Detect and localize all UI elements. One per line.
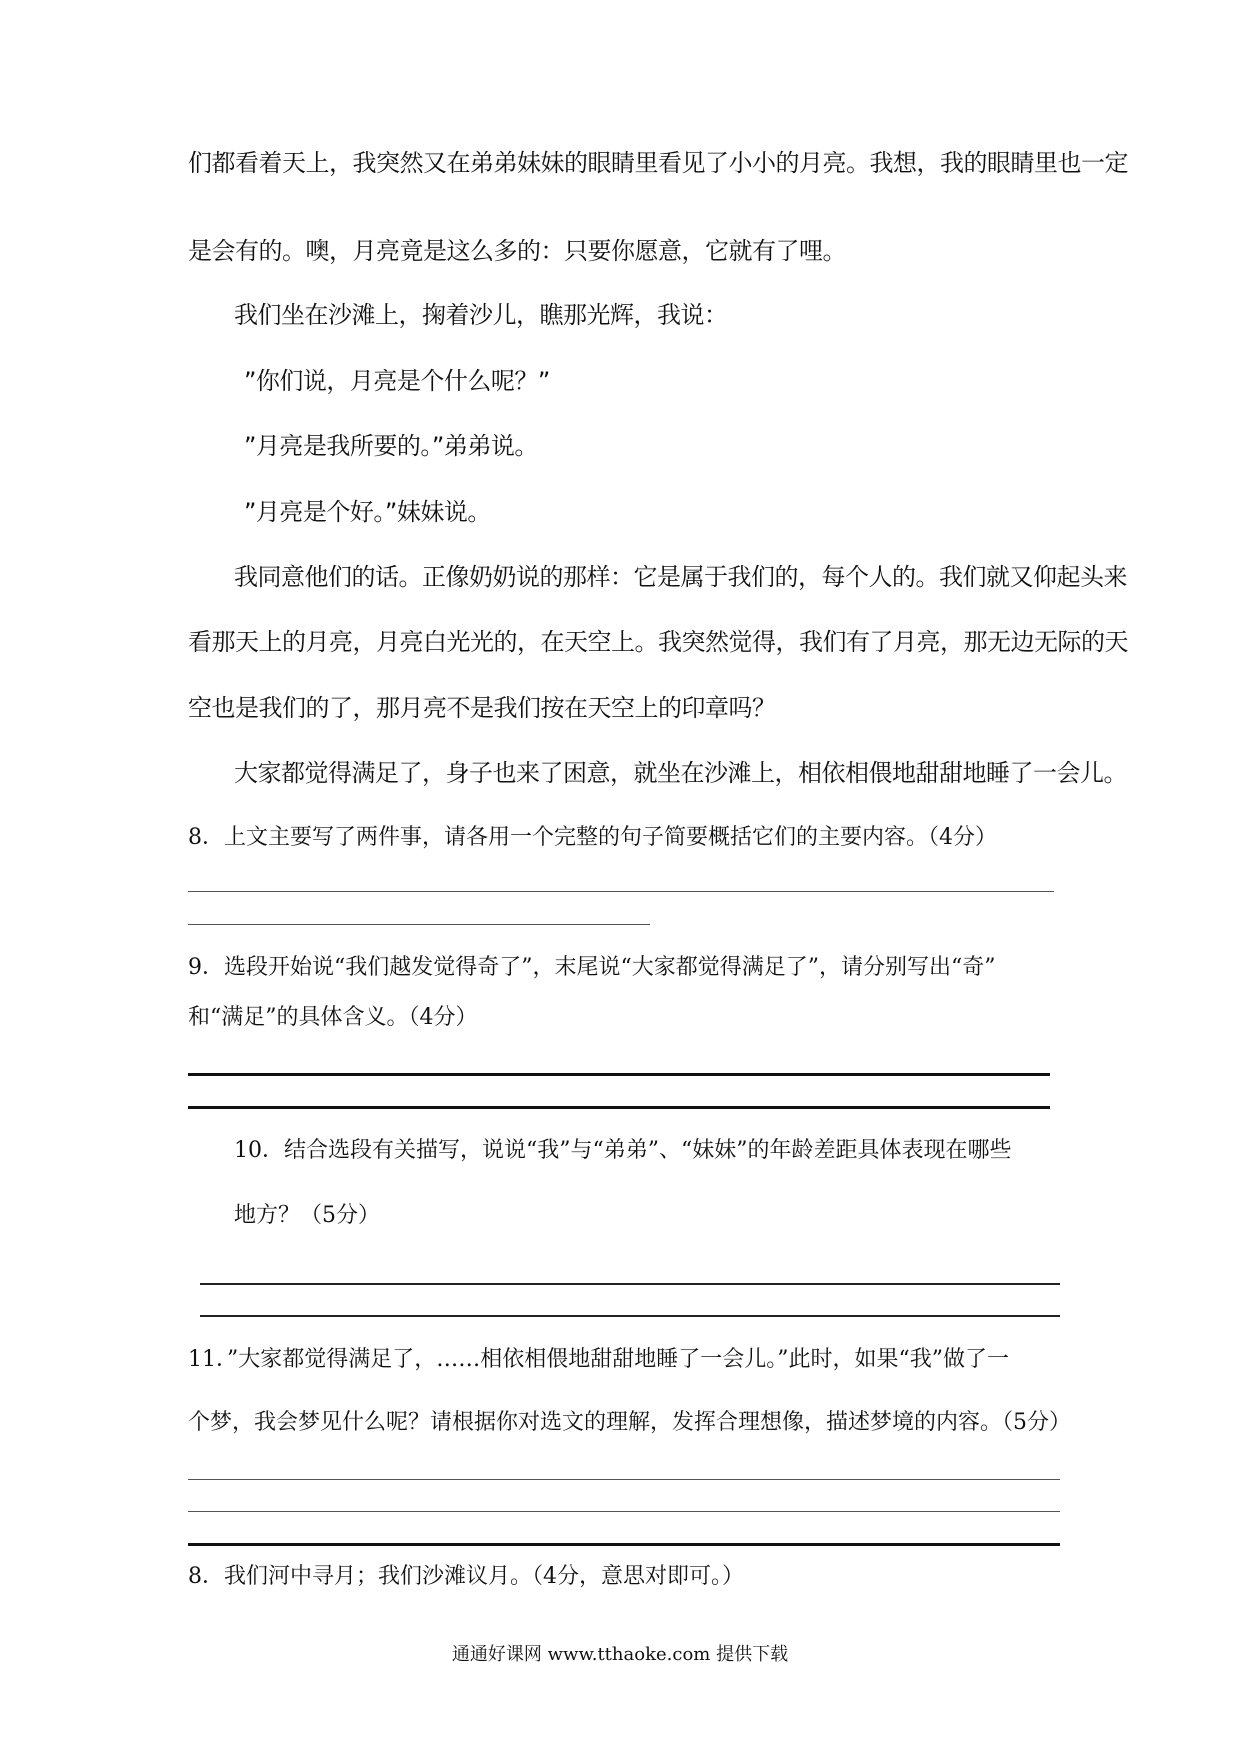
answer-line bbox=[188, 1543, 1060, 1546]
dialogue-line: ”月亮是我所要的。”弟弟说。 bbox=[244, 432, 538, 460]
passage-line: 们都看着天上，我突然又在弟弟妹妹的眼睛里看见了小小的月亮。我想，我的眼睛里也一定 bbox=[188, 149, 1128, 177]
answer-line bbox=[188, 1106, 1050, 1109]
question-10-cont: 地方？（5分） bbox=[234, 1203, 380, 1228]
question-9-cont: 和“满足”的具体含义。（4分） bbox=[188, 1005, 478, 1030]
passage-line: 是会有的。噢，月亮竟是这么多的：只要你愿意，它就有了哩。 bbox=[188, 237, 846, 265]
question-10: 10．结合选段有关描写，说说“我”与“弟弟”、“妹妹”的年龄差距具体表现在哪些 bbox=[234, 1138, 1012, 1163]
passage-line: 空也是我们的了，那月亮不是我们按在天空上的印章吗？ bbox=[188, 694, 776, 722]
passage-line: 大家都觉得满足了，身子也来了困意，就坐在沙滩上，相依相偎地甜甜地睡了一会儿。 bbox=[234, 759, 1127, 787]
dialogue-line: ”月亮是个好。”妹妹说。 bbox=[244, 498, 491, 526]
question-8: 8．上文主要写了两件事，请各用一个完整的句子简要概括它们的主要内容。（4分） bbox=[188, 825, 997, 850]
passage-line: 看那天上的月亮，月亮白光光的，在天空上。我突然觉得，我们有了月亮，那无边无际的天 bbox=[188, 628, 1128, 656]
answer-line bbox=[188, 1073, 1050, 1076]
question-9: 9．选段开始说“我们越发觉得奇了”，末尾说“大家都觉得满足了”，请分别写出“奇” bbox=[188, 955, 996, 980]
question-11-cont: 个梦，我会梦见什么呢？请根据你对选文的理解，发挥合理想像，描述梦境的内容。（5分） bbox=[188, 1410, 1072, 1435]
passage-line: 我们坐在沙滩上，掬着沙儿，瞧那光辉，我说： bbox=[234, 301, 728, 329]
answer-line bbox=[200, 1283, 1060, 1285]
passage-line: 我同意他们的话。正像奶奶说的那样：它是属于我们的，每个人的。我们就又仰起头来 bbox=[234, 563, 1127, 591]
answer-line bbox=[188, 1511, 1060, 1512]
answer-8: 8．我们河中寻月；我们沙滩议月。（4分，意思对即可。） bbox=[188, 1564, 744, 1589]
footer-text: 通通好课网 www.tthaoke.com 提供下载 bbox=[451, 1644, 789, 1665]
answer-line bbox=[200, 1315, 1060, 1317]
dialogue-line: ”你们说，月亮是个什么呢？” bbox=[244, 367, 550, 395]
question-11: 11．”大家都觉得满足了，……相依相偎地甜甜地睡了一会儿。”此时，如果“我”做了一 bbox=[188, 1347, 1009, 1372]
answer-line bbox=[188, 1479, 1060, 1480]
answer-line bbox=[188, 891, 1054, 892]
answer-line bbox=[188, 924, 650, 925]
